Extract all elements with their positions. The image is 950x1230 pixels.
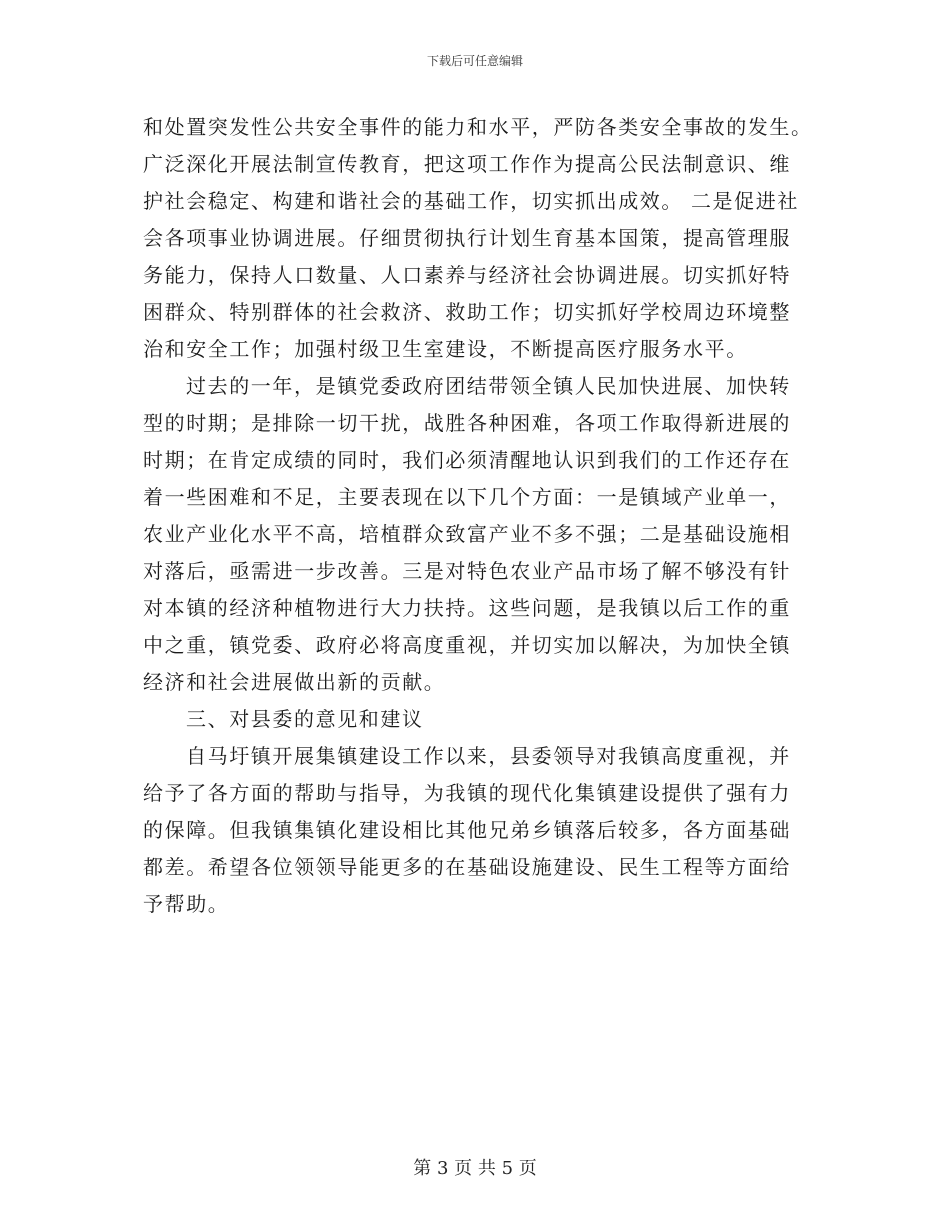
body-line: 对落后，亟需进一步改善。三是对特色农业产品市场了解不够没有针 <box>143 559 791 583</box>
document-body <box>143 109 813 923</box>
body-line: 的保障。但我镇集镇化建设相比其他兄弟乡镇落后较多，各方面基础 <box>143 818 791 842</box>
body-line: 过去的一年，是镇党委政府团结带领全镇人民加快进展、加快转 <box>186 374 791 398</box>
body-line: 经济和社会进展做出新的贡献。 <box>143 670 446 694</box>
page-number: 第 3 页 共 5 页 <box>413 1158 537 1179</box>
body-line: 予帮助。 <box>143 892 230 916</box>
body-line: 治和安全工作；加强村级卫生室建设，不断提高医疗服务水平。 <box>143 337 748 361</box>
body-line: 自马圩镇开展集镇建设工作以来，县委领导对我镇高度重视，并 <box>186 744 791 768</box>
page-header: 下载后可任意编辑 <box>426 54 523 68</box>
body-line: 和处置突发性公共安全事件的能力和水平，严防各类安全事故的发生。 <box>143 115 813 139</box>
body-line: 着一些困难和不足，主要表现在以下几个方面：一是镇域产业单一， <box>143 485 791 509</box>
body-line: 时期；在肯定成绩的同时，我们必须清醒地认识到我们的工作还存在 <box>143 448 791 472</box>
body-line: 给予了各方面的帮助与指导，为我镇的现代化集镇建设提供了强有力 <box>143 781 791 805</box>
body-line: 会各项事业协调进展。仔细贯彻执行计划生育基本国策，提高管理服 <box>143 226 791 250</box>
body-line: 对本镇的经济种植物进行大力扶持。这些问题，是我镇以后工作的重 <box>143 596 791 620</box>
body-line: 中之重，镇党委、政府必将高度重视，并切实加以解决，为加快全镇 <box>143 633 791 657</box>
body-line: 农业产业化水平不高，培植群众致富产业不多不强；二是基础设施相 <box>143 522 791 546</box>
body-line: 务能力，保持人口数量、人口素养与经济社会协调进展。切实抓好特 <box>143 263 791 287</box>
body-line: 护社会稳定、构建和谐社会的基础工作，切实抓出成效。 二是促进社 <box>143 189 799 213</box>
body-line: 困群众、特别群体的社会救济、救助工作；切实抓好学校周边环境整 <box>143 300 791 324</box>
section-heading: 三、对县委的意见和建议 <box>186 707 424 731</box>
body-line: 广泛深化开展法制宣传教育，把这项工作作为提高公民法制意识、维 <box>143 152 791 176</box>
body-line: 都差。希望各位领领导能更多的在基础设施建设、民生工程等方面给 <box>143 855 791 879</box>
body-line: 型的时期；是排除一切干扰，战胜各种困难，各项工作取得新进展的 <box>143 411 791 435</box>
